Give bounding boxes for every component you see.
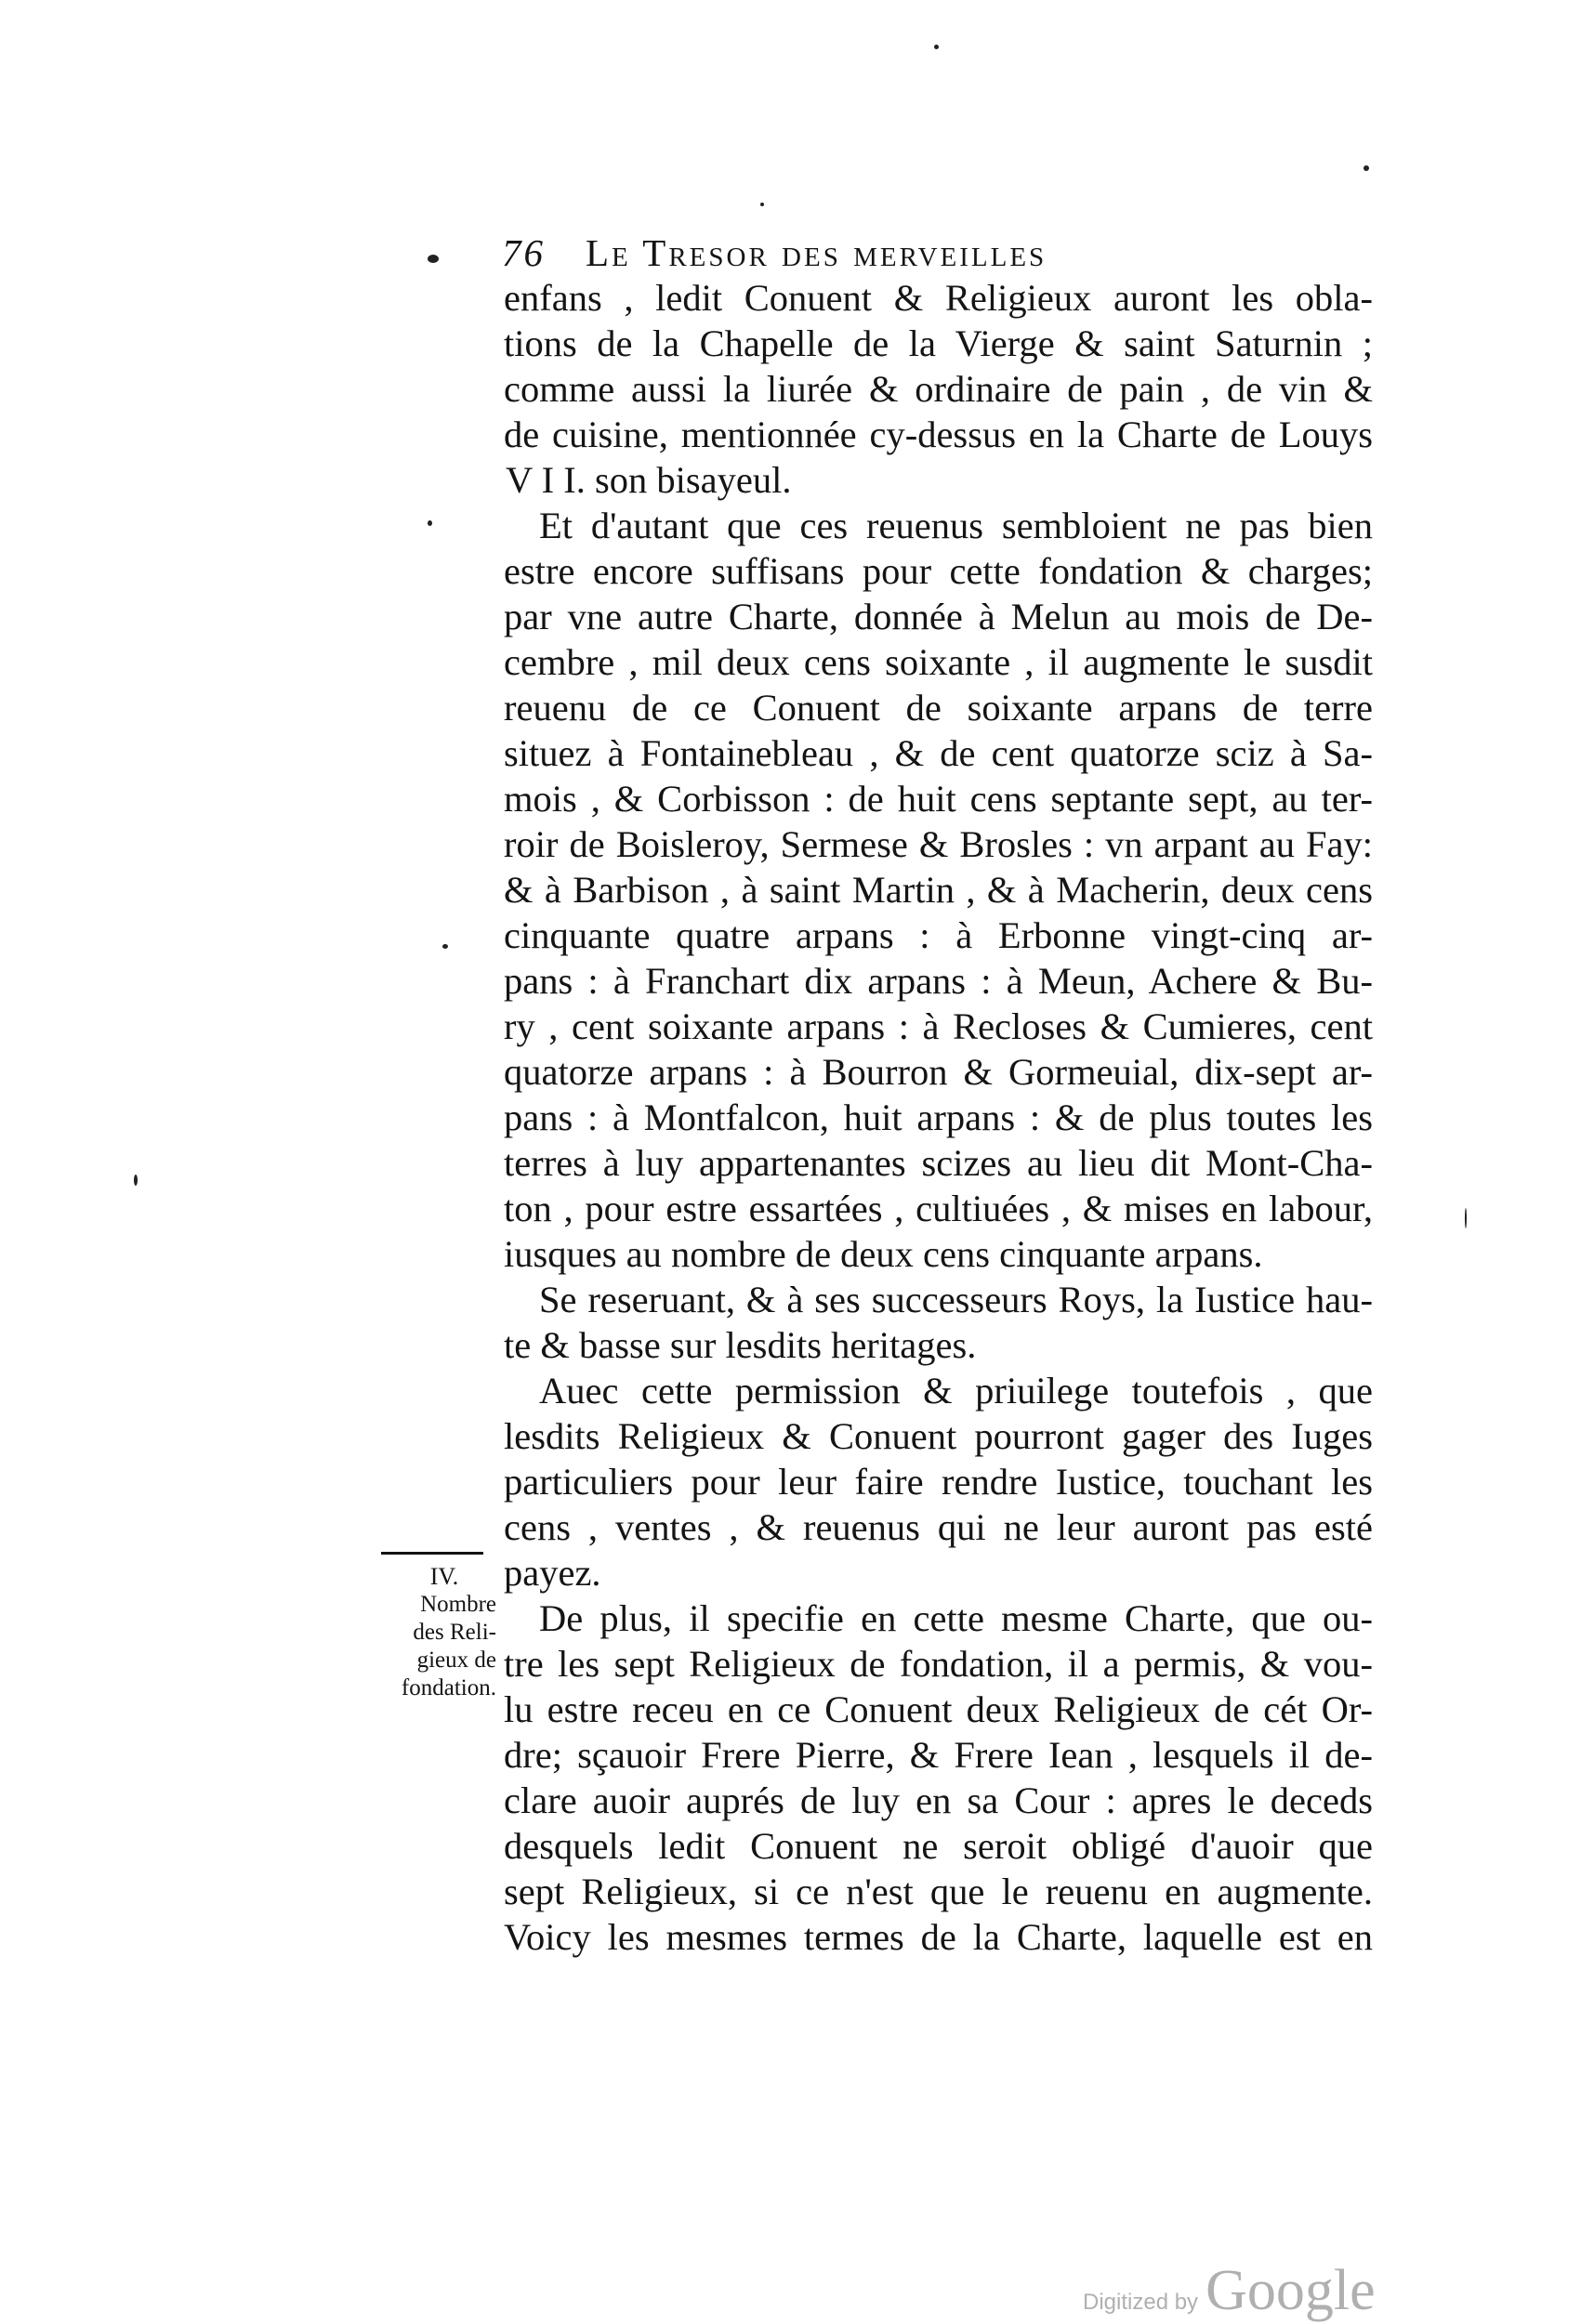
running-title: Le Tresor des merveilles bbox=[586, 231, 1047, 274]
text-line: pans : à Franchart dix arpans : à Meun, Achere & Bu- bbox=[504, 960, 1373, 1002]
text-line: particuliers pour leur faire rendre Iustice, touchant les bbox=[504, 1461, 1373, 1503]
text-line: payez. bbox=[504, 1552, 601, 1594]
text-line: ton , pour estre essartées , cultiuées , & mises en labour, bbox=[504, 1188, 1373, 1229]
text-line: par vne autre Charte, donnée à Melun au mois de De- bbox=[504, 596, 1373, 637]
text-line: V I I. son bisayeul. bbox=[506, 459, 792, 501]
marginal-note-line: des Reli- bbox=[413, 1620, 496, 1645]
text-line: roir de Boisleroy, Sermese & Brosles : vn arpant au Fay: bbox=[504, 823, 1373, 865]
marginal-note-line: fondation. bbox=[401, 1675, 496, 1700]
text-line: dre; sçauoir Frere Pierre, & Frere Iean , lesquels il de- bbox=[504, 1734, 1373, 1776]
text-line: tions de la Chapelle de la Vierge & saint Saturnin ; bbox=[504, 322, 1373, 364]
ink-speck bbox=[428, 520, 432, 526]
ink-speck bbox=[1465, 1208, 1467, 1228]
text-line: te & basse sur lesdits heritages. bbox=[504, 1324, 977, 1366]
ink-speck bbox=[934, 45, 939, 49]
text-line: cens , ventes , & reuenus qui ne leur auront pas esté bbox=[504, 1506, 1373, 1548]
marginal-note-line: gieux de bbox=[416, 1648, 496, 1673]
marginal-note bbox=[370, 1563, 496, 1702]
ink-speck bbox=[442, 944, 448, 949]
ink-speck bbox=[760, 203, 764, 206]
text-line: Voicy les mesmes termes de la Charte, laquelle est en bbox=[504, 1916, 1373, 1958]
text-line: ry , cent soixante arpans : à Recloses & Cumieres, cent bbox=[504, 1005, 1373, 1047]
text-line: desquels ledit Conuent ne seroit obligé d'auoir que bbox=[504, 1825, 1373, 1867]
text-line: lesdits Religieux & Conuent pourront gager des Iuges bbox=[504, 1415, 1373, 1457]
marginal-note-number: IV. bbox=[429, 1563, 459, 1590]
text-line: quatorze arpans : à Bourron & Gormeuial, dix-sept ar- bbox=[504, 1051, 1373, 1093]
text-line: enfans , ledit Conuent & Religieux auront les obla- bbox=[504, 277, 1373, 319]
text-line: Se reseruant, & à ses successeurs Roys, la Iustice hau- bbox=[539, 1279, 1373, 1320]
text-line: pans : à Montfalcon, huit arpans : & de plus toutes les bbox=[504, 1096, 1373, 1138]
text-line: Auec cette permission & priuilege toutefois , que bbox=[539, 1370, 1373, 1411]
text-line: iusques au nombre de deux cens cinquante arpans. bbox=[504, 1233, 1263, 1275]
text-line: reuenu de ce Conuent de soixante arpans de terre bbox=[504, 687, 1373, 729]
text-line: & à Barbison , à saint Martin , & à Macherin, deux cens bbox=[504, 869, 1373, 911]
text-line: terres à luy appartenantes scizes au lieu dit Mont-Cha- bbox=[504, 1142, 1373, 1184]
text-line: lu estre receu en ce Conuent deux Religieux de cét Or- bbox=[504, 1688, 1373, 1730]
text-line: tre les sept Religieux de fondation, il a permis, & vou- bbox=[504, 1643, 1373, 1685]
text-line: Et d'autant que ces reuenus sembloient ne pas bien bbox=[539, 505, 1373, 546]
ink-speck bbox=[428, 255, 439, 263]
watermark-prefix: Digitized by bbox=[1083, 2290, 1199, 2315]
text-line: cinquante quatre arpans : à Erbonne vingt-cinq ar- bbox=[504, 914, 1373, 956]
ink-speck bbox=[134, 1175, 138, 1186]
text-line: de cuisine, mentionnée cy-dessus en la Charte de Louys bbox=[504, 414, 1373, 455]
body-text bbox=[504, 275, 1373, 1960]
text-line: comme aussi la liurée & ordinaire de pain , de vin & bbox=[504, 368, 1373, 410]
google-logo: Google bbox=[1205, 2259, 1376, 2322]
digitized-watermark bbox=[1083, 2258, 1455, 2323]
text-line: situez à Fontainebleau , & de cent quatorze sciz à Sa- bbox=[504, 732, 1373, 774]
text-line: sept Religieux, si ce n'est que le reuenu en augmente. bbox=[504, 1871, 1373, 1912]
text-line: clare auoir auprés de luy en sa Cour : apres le deceds bbox=[504, 1779, 1373, 1821]
marginal-note-line: Nombre bbox=[420, 1592, 496, 1617]
text-line: De plus, il specifie en cette mesme Charte, que ou- bbox=[539, 1597, 1373, 1639]
text-line: cembre , mil deux cens soixante , il augmente le susdit bbox=[504, 641, 1373, 683]
text-line: mois , & Corbisson : de huit cens septante sept, au ter- bbox=[504, 778, 1373, 820]
text-line: estre encore suffisans pour cette fondation & charges; bbox=[504, 550, 1373, 592]
marginal-rule bbox=[381, 1552, 483, 1555]
page-number: 76 bbox=[502, 231, 546, 274]
ink-speck bbox=[1363, 165, 1369, 171]
